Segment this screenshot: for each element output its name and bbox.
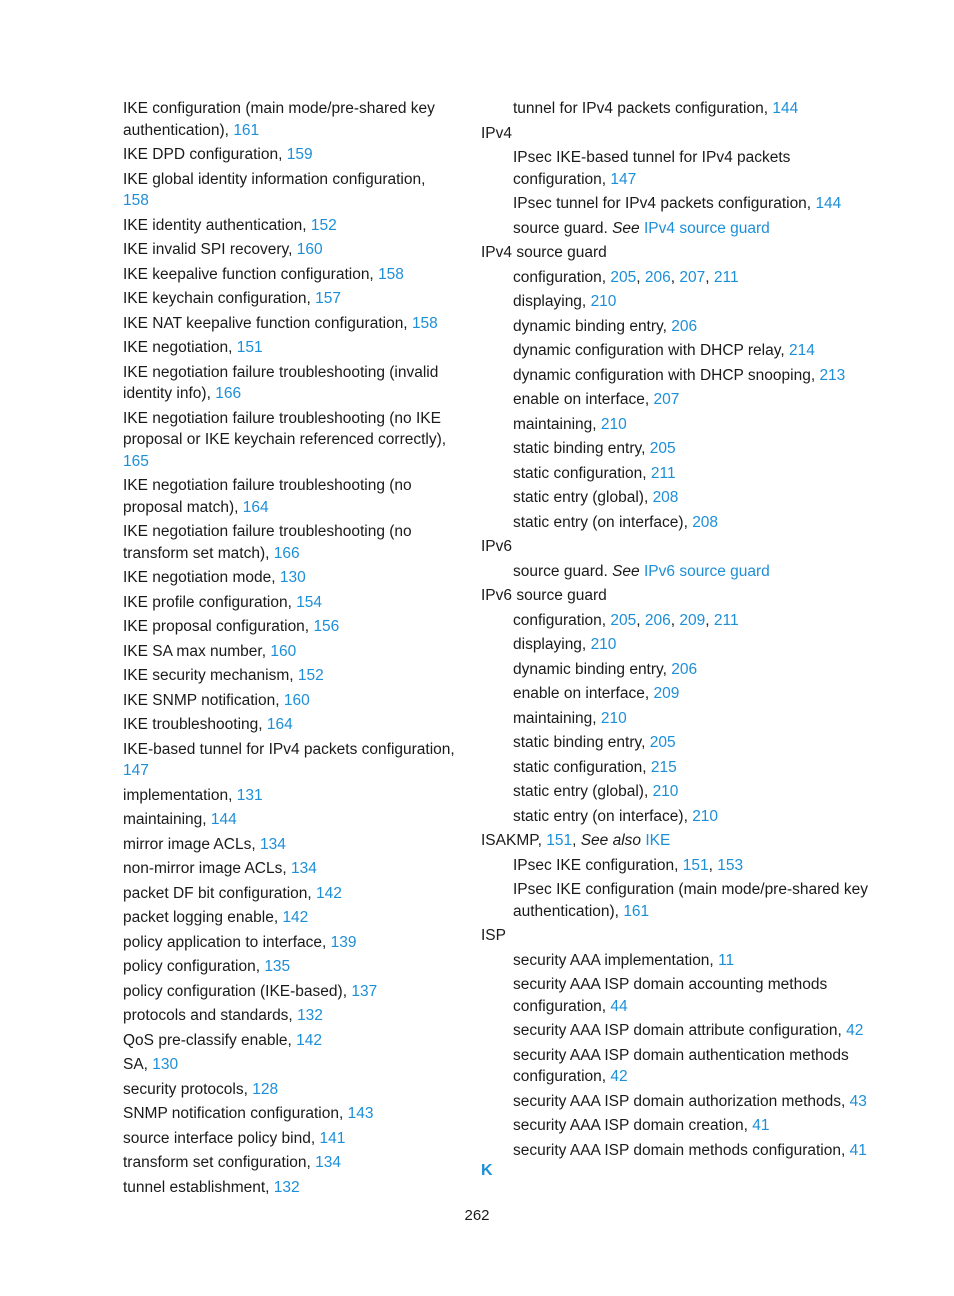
page-link[interactable]: 44 <box>610 997 628 1015</box>
page-link[interactable]: 134 <box>259 835 286 853</box>
index-term: mirror image ACLs, <box>123 835 256 853</box>
see-reference: See <box>612 219 640 237</box>
index-term: maintaining, <box>123 811 207 828</box>
page-link[interactable]: 41 <box>752 1117 770 1134</box>
index-term: IKE negotiation failure troubleshooting (invalid identity info), <box>123 363 439 402</box>
index-term: SNMP notification configuration, <box>123 1105 344 1122</box>
cross-reference-link[interactable]: IPv6 source guard <box>644 562 770 580</box>
index-entry <box>481 98 881 120</box>
index-term: tunnel establishment, <box>123 1178 270 1196</box>
page-link[interactable]: 144 <box>210 811 237 828</box>
index-entry <box>481 536 881 558</box>
index-term: security AAA ISP domain creation, <box>513 1117 748 1134</box>
page-link[interactable]: 160 <box>283 691 310 709</box>
page-link[interactable]: 143 <box>347 1105 374 1122</box>
index-entry <box>123 169 455 212</box>
page-link[interactable]: 165 <box>123 452 149 470</box>
index-entry: configuration, 205, 206, 207, 211 <box>513 268 739 286</box>
index-entry <box>481 242 881 264</box>
index-term: policy configuration, <box>123 958 260 975</box>
index-term: static entry (global), <box>513 783 649 800</box>
index-term: SA, <box>123 1056 148 1073</box>
index-entry <box>123 956 455 978</box>
index-entry <box>123 739 455 782</box>
index-term: security AAA ISP domain authentication methods configuration, <box>513 1046 849 1085</box>
index-term: static binding entry, <box>513 734 646 751</box>
page-link[interactable]: 205 <box>610 611 637 629</box>
index-entry <box>123 1030 455 1052</box>
page-link[interactable]: 161 <box>623 902 650 920</box>
page-link[interactable]: 215 <box>650 758 677 776</box>
index-term: IKE negotiation failure troubleshooting (no IKE proposal or IKE keychain referenced correctly), <box>123 409 447 448</box>
index-term: IKE profile configuration, <box>123 593 292 611</box>
index-entry <box>123 714 455 736</box>
index-entry <box>123 288 455 310</box>
page-link[interactable]: 152 <box>297 667 324 684</box>
index-term: IKE SNMP notification, <box>123 691 280 709</box>
index-entry <box>481 123 881 145</box>
index-term: source guard. <box>513 562 608 580</box>
page-link[interactable]: 205 <box>649 734 676 751</box>
page-link[interactable]: 210 <box>692 807 719 825</box>
index-term: displaying, <box>513 636 587 653</box>
see-reference: See <box>612 562 640 580</box>
index-entry: configuration, 205, 206, 209, 211 <box>513 611 739 629</box>
section-heading-k: K <box>481 1162 493 1179</box>
index-entry <box>123 362 455 405</box>
index-entry <box>481 1115 881 1137</box>
index-term: IKE identity authentication, <box>123 216 307 234</box>
page-link[interactable]: 214 <box>788 342 815 359</box>
index-term: IKE proposal configuration, <box>123 618 310 635</box>
index-entry <box>123 521 455 564</box>
page-link[interactable]: 206 <box>671 317 698 335</box>
index-entry <box>481 147 881 190</box>
index-entry <box>123 809 455 831</box>
index-entry <box>123 858 455 880</box>
page-link[interactable]: 157 <box>315 290 342 307</box>
page-link[interactable]: 164 <box>266 716 293 733</box>
index-term: IKE security mechanism, <box>123 667 294 684</box>
index-entry <box>481 365 881 387</box>
page-link[interactable]: 205 <box>649 440 676 457</box>
page-link[interactable]: 130 <box>279 569 306 586</box>
page-link[interactable]: 206 <box>644 611 671 629</box>
index-term: policy configuration (IKE-based), <box>123 982 348 1000</box>
index-term: packet logging enable, <box>123 909 279 926</box>
index-entry <box>123 1079 455 1101</box>
page-link[interactable]: 147 <box>610 170 637 188</box>
index-term: QoS pre-classify enable, <box>123 1031 292 1049</box>
index-entry <box>123 883 455 905</box>
page-link[interactable]: 132 <box>297 1007 323 1024</box>
index-term: IKE negotiation failure troubleshooting (no proposal match), <box>123 477 412 516</box>
index-entry <box>123 408 455 473</box>
index-term: maintaining, <box>513 709 597 727</box>
page-link[interactable]: 210 <box>600 415 627 433</box>
index-term: configuration, <box>513 268 607 286</box>
index-right-column <box>481 98 881 1164</box>
index-term: IKE invalid SPI recovery, <box>123 241 293 258</box>
index-term: security AAA ISP domain accounting methods configuration, <box>513 976 828 1015</box>
index-entry <box>123 215 455 237</box>
page-link[interactable]: 134 <box>315 1154 341 1171</box>
index-entry <box>481 781 881 803</box>
page-link[interactable]: 211 <box>713 268 739 286</box>
page-link[interactable]: 142 <box>282 909 309 926</box>
page-link[interactable]: 213 <box>819 366 846 384</box>
index-term: policy application to interface, <box>123 933 327 951</box>
page-link[interactable]: 160 <box>270 642 297 660</box>
index-entry: ISAKMP, 151, See also IKE <box>481 832 671 849</box>
page-link[interactable]: 128 <box>252 1080 279 1098</box>
index-entry <box>481 1020 881 1042</box>
index-term: IKE troubleshooting, <box>123 716 263 733</box>
page-link[interactable]: 43 <box>849 1092 867 1110</box>
index-term: security AAA ISP domain authorization methods, <box>513 1092 846 1110</box>
page-link[interactable]: 211 <box>713 611 739 629</box>
index-entry <box>481 316 881 338</box>
index-term: transform set configuration, <box>123 1154 311 1171</box>
page-link[interactable]: 156 <box>313 618 340 635</box>
index-entry <box>481 340 881 362</box>
page-link[interactable]: 139 <box>330 933 357 951</box>
index-entry <box>123 641 455 663</box>
index-entry <box>123 264 455 286</box>
index-term: static entry (on interface), <box>513 807 688 825</box>
page-link[interactable]: 161 <box>233 121 260 139</box>
index-entry <box>123 665 455 687</box>
page-link[interactable]: 151 <box>682 856 709 874</box>
index-entry <box>123 616 455 638</box>
index-entry <box>481 438 881 460</box>
index-entry <box>123 834 455 856</box>
page-link[interactable]: 208 <box>652 489 679 506</box>
index-entry <box>481 879 881 922</box>
index-entry <box>481 1140 881 1162</box>
index-term: security AAA ISP domain attribute configuration, <box>513 1022 842 1039</box>
index-entry <box>481 561 881 583</box>
index-term: IKE SA max number, <box>123 642 267 660</box>
index-entry <box>481 585 881 607</box>
page-link[interactable]: 206 <box>671 660 698 678</box>
index-term: IPsec IKE configuration, <box>513 856 679 874</box>
index-entry <box>481 925 881 947</box>
index-term: security AAA ISP domain methods configuration, <box>513 1141 846 1159</box>
index-term: IKE negotiation, <box>123 339 233 356</box>
index-entry <box>123 1177 455 1199</box>
index-term: enable on interface, <box>513 685 650 702</box>
index-term: displaying, <box>513 293 587 310</box>
page-link[interactable]: 151 <box>236 339 263 356</box>
index-term: IPv6 <box>481 538 513 555</box>
index-term: security protocols, <box>123 1080 248 1098</box>
index-term: security AAA implementation, <box>513 951 714 969</box>
page-link[interactable]: 209 <box>653 685 680 702</box>
page-link[interactable]: 132 <box>273 1178 300 1196</box>
page-link[interactable]: 164 <box>242 498 269 516</box>
index-term: non-mirror image ACLs, <box>123 860 287 877</box>
index-entry <box>481 659 881 681</box>
page-link[interactable]: 158 <box>378 265 404 283</box>
index-entry <box>123 1005 455 1027</box>
index-term: IPv6 source guard <box>481 587 607 604</box>
index-term: IKE global identity information configuration, <box>123 170 426 188</box>
index-entry <box>123 337 455 359</box>
page-link[interactable]: 166 <box>215 385 242 402</box>
page-link[interactable]: 207 <box>653 391 680 408</box>
index-term: ISAKMP, <box>481 832 542 849</box>
cross-reference-link[interactable]: IPv4 source guard <box>644 219 770 237</box>
index-term: ISP <box>481 927 506 944</box>
page-link[interactable]: 130 <box>152 1056 179 1073</box>
index-entry <box>481 1091 881 1113</box>
page-link[interactable]: 208 <box>692 513 719 531</box>
index-term: IKE negotiation failure troubleshooting (no transform set match), <box>123 523 412 562</box>
page-link[interactable]: 42 <box>610 1068 628 1085</box>
index-entry <box>481 708 881 730</box>
index-term: dynamic configuration with DHCP relay, <box>513 342 785 359</box>
index-entry <box>481 806 881 828</box>
index-term: IPv4 <box>481 124 513 142</box>
page-link[interactable]: 159 <box>286 146 313 163</box>
index-term: dynamic binding entry, <box>513 660 667 678</box>
page-link[interactable]: 158 <box>411 314 438 332</box>
index-entry <box>481 389 881 411</box>
index-term: tunnel for IPv4 packets configuration, <box>513 100 769 117</box>
index-term: implementation, <box>123 786 233 804</box>
index-entry <box>481 974 881 1017</box>
index-entry <box>123 98 455 141</box>
index-entry <box>481 634 881 656</box>
page-link[interactable]: 131 <box>236 786 263 804</box>
index-entry <box>481 732 881 754</box>
index-left-column <box>123 98 455 1201</box>
index-entry <box>481 193 881 215</box>
see-reference: See also <box>580 832 642 849</box>
index-term: dynamic configuration with DHCP snooping, <box>513 366 816 384</box>
page-link[interactable]: 142 <box>296 1031 323 1049</box>
index-term: static configuration, <box>513 758 647 776</box>
index-entry <box>123 785 455 807</box>
page-link[interactable]: 206 <box>644 268 671 286</box>
index-entry <box>123 592 455 614</box>
index-entry <box>481 950 881 972</box>
cross-reference-link[interactable]: IKE <box>645 832 671 849</box>
index-entry <box>481 218 881 240</box>
page-link[interactable]: 153 <box>717 856 744 874</box>
page-link[interactable]: 42 <box>846 1022 864 1039</box>
index-term: IPv4 source guard <box>481 244 607 261</box>
index-term: IPsec IKE configuration (main mode/pre-shared key authentication), <box>513 881 868 920</box>
page-link[interactable]: 137 <box>351 982 378 1000</box>
index-term: static binding entry, <box>513 440 646 457</box>
index-term: maintaining, <box>513 415 597 433</box>
index-term: IKE-based tunnel for IPv4 packets configuration, <box>123 740 455 758</box>
page-link[interactable]: 135 <box>264 958 291 975</box>
page-link[interactable]: 210 <box>590 636 617 653</box>
index-entry <box>123 239 455 261</box>
index-term: IKE NAT keepalive function configuration, <box>123 314 408 332</box>
index-term: packet DF bit configuration, <box>123 884 312 902</box>
index-term: static entry (on interface), <box>513 513 688 531</box>
page-link[interactable]: 144 <box>815 195 842 212</box>
index-term: IKE configuration (main mode/pre-shared key authentication), <box>123 100 435 139</box>
page-link[interactable]: 142 <box>316 884 342 902</box>
index-term: configuration, <box>513 611 607 629</box>
index-entry <box>481 512 881 534</box>
page-link[interactable]: 166 <box>273 544 300 562</box>
page-link[interactable]: 210 <box>600 709 627 727</box>
page-link[interactable]: 158 <box>123 192 149 209</box>
index-term: static configuration, <box>513 464 647 482</box>
page-link[interactable]: 151 <box>546 832 573 849</box>
index-term: IKE keychain configuration, <box>123 290 311 307</box>
index-entry <box>123 475 455 518</box>
index-term: IKE DPD configuration, <box>123 146 283 163</box>
index-term: source guard. <box>513 219 608 237</box>
index-term: IKE negotiation mode, <box>123 569 276 586</box>
page-link[interactable]: 210 <box>590 293 617 310</box>
index-entry <box>481 683 881 705</box>
index-entry <box>123 313 455 335</box>
index-entry <box>123 144 455 166</box>
page-link[interactable]: 205 <box>610 268 637 286</box>
index-entry <box>123 1128 455 1150</box>
index-term: IPsec tunnel for IPv4 packets configuration, <box>513 195 812 212</box>
index-entry <box>123 567 455 589</box>
page-link[interactable]: 207 <box>679 268 706 286</box>
index-entry <box>481 414 881 436</box>
index-entry: IPsec IKE configuration, 151, 153 <box>513 856 744 874</box>
page-link[interactable]: 211 <box>650 464 676 482</box>
page-link[interactable]: 210 <box>652 783 679 800</box>
index-term: static entry (global), <box>513 489 649 506</box>
index-entry <box>481 487 881 509</box>
page-link[interactable]: 160 <box>296 241 323 258</box>
page-number: 262 <box>464 1207 490 1224</box>
page-link[interactable]: 144 <box>772 100 799 117</box>
page-link[interactable]: 11 <box>718 951 735 969</box>
index-term: IKE keepalive function configuration, <box>123 265 374 283</box>
index-entry <box>123 1054 455 1076</box>
index-entry <box>481 1045 881 1088</box>
index-term: protocols and standards, <box>123 1007 293 1024</box>
index-entry <box>123 1152 455 1174</box>
index-entry <box>123 907 455 929</box>
index-term: IPsec IKE-based tunnel for IPv4 packets configuration, <box>513 149 791 188</box>
index-term: source interface policy bind, <box>123 1129 316 1147</box>
page-link[interactable]: 154 <box>296 593 323 611</box>
page-link[interactable]: 209 <box>679 611 706 629</box>
index-entry <box>123 932 455 954</box>
page-link[interactable]: 147 <box>123 762 149 779</box>
index-entry <box>123 1103 455 1125</box>
index-term: enable on interface, <box>513 391 650 408</box>
page-link[interactable]: 141 <box>319 1129 346 1147</box>
index-entry <box>481 291 881 313</box>
page-link[interactable]: 152 <box>310 216 337 234</box>
page-link[interactable]: 134 <box>290 860 317 877</box>
index-entry <box>481 757 881 779</box>
index-entry <box>123 981 455 1003</box>
page-link[interactable]: 41 <box>849 1141 867 1159</box>
index-entry <box>123 690 455 712</box>
index-term: dynamic binding entry, <box>513 317 667 335</box>
index-entry <box>481 463 881 485</box>
